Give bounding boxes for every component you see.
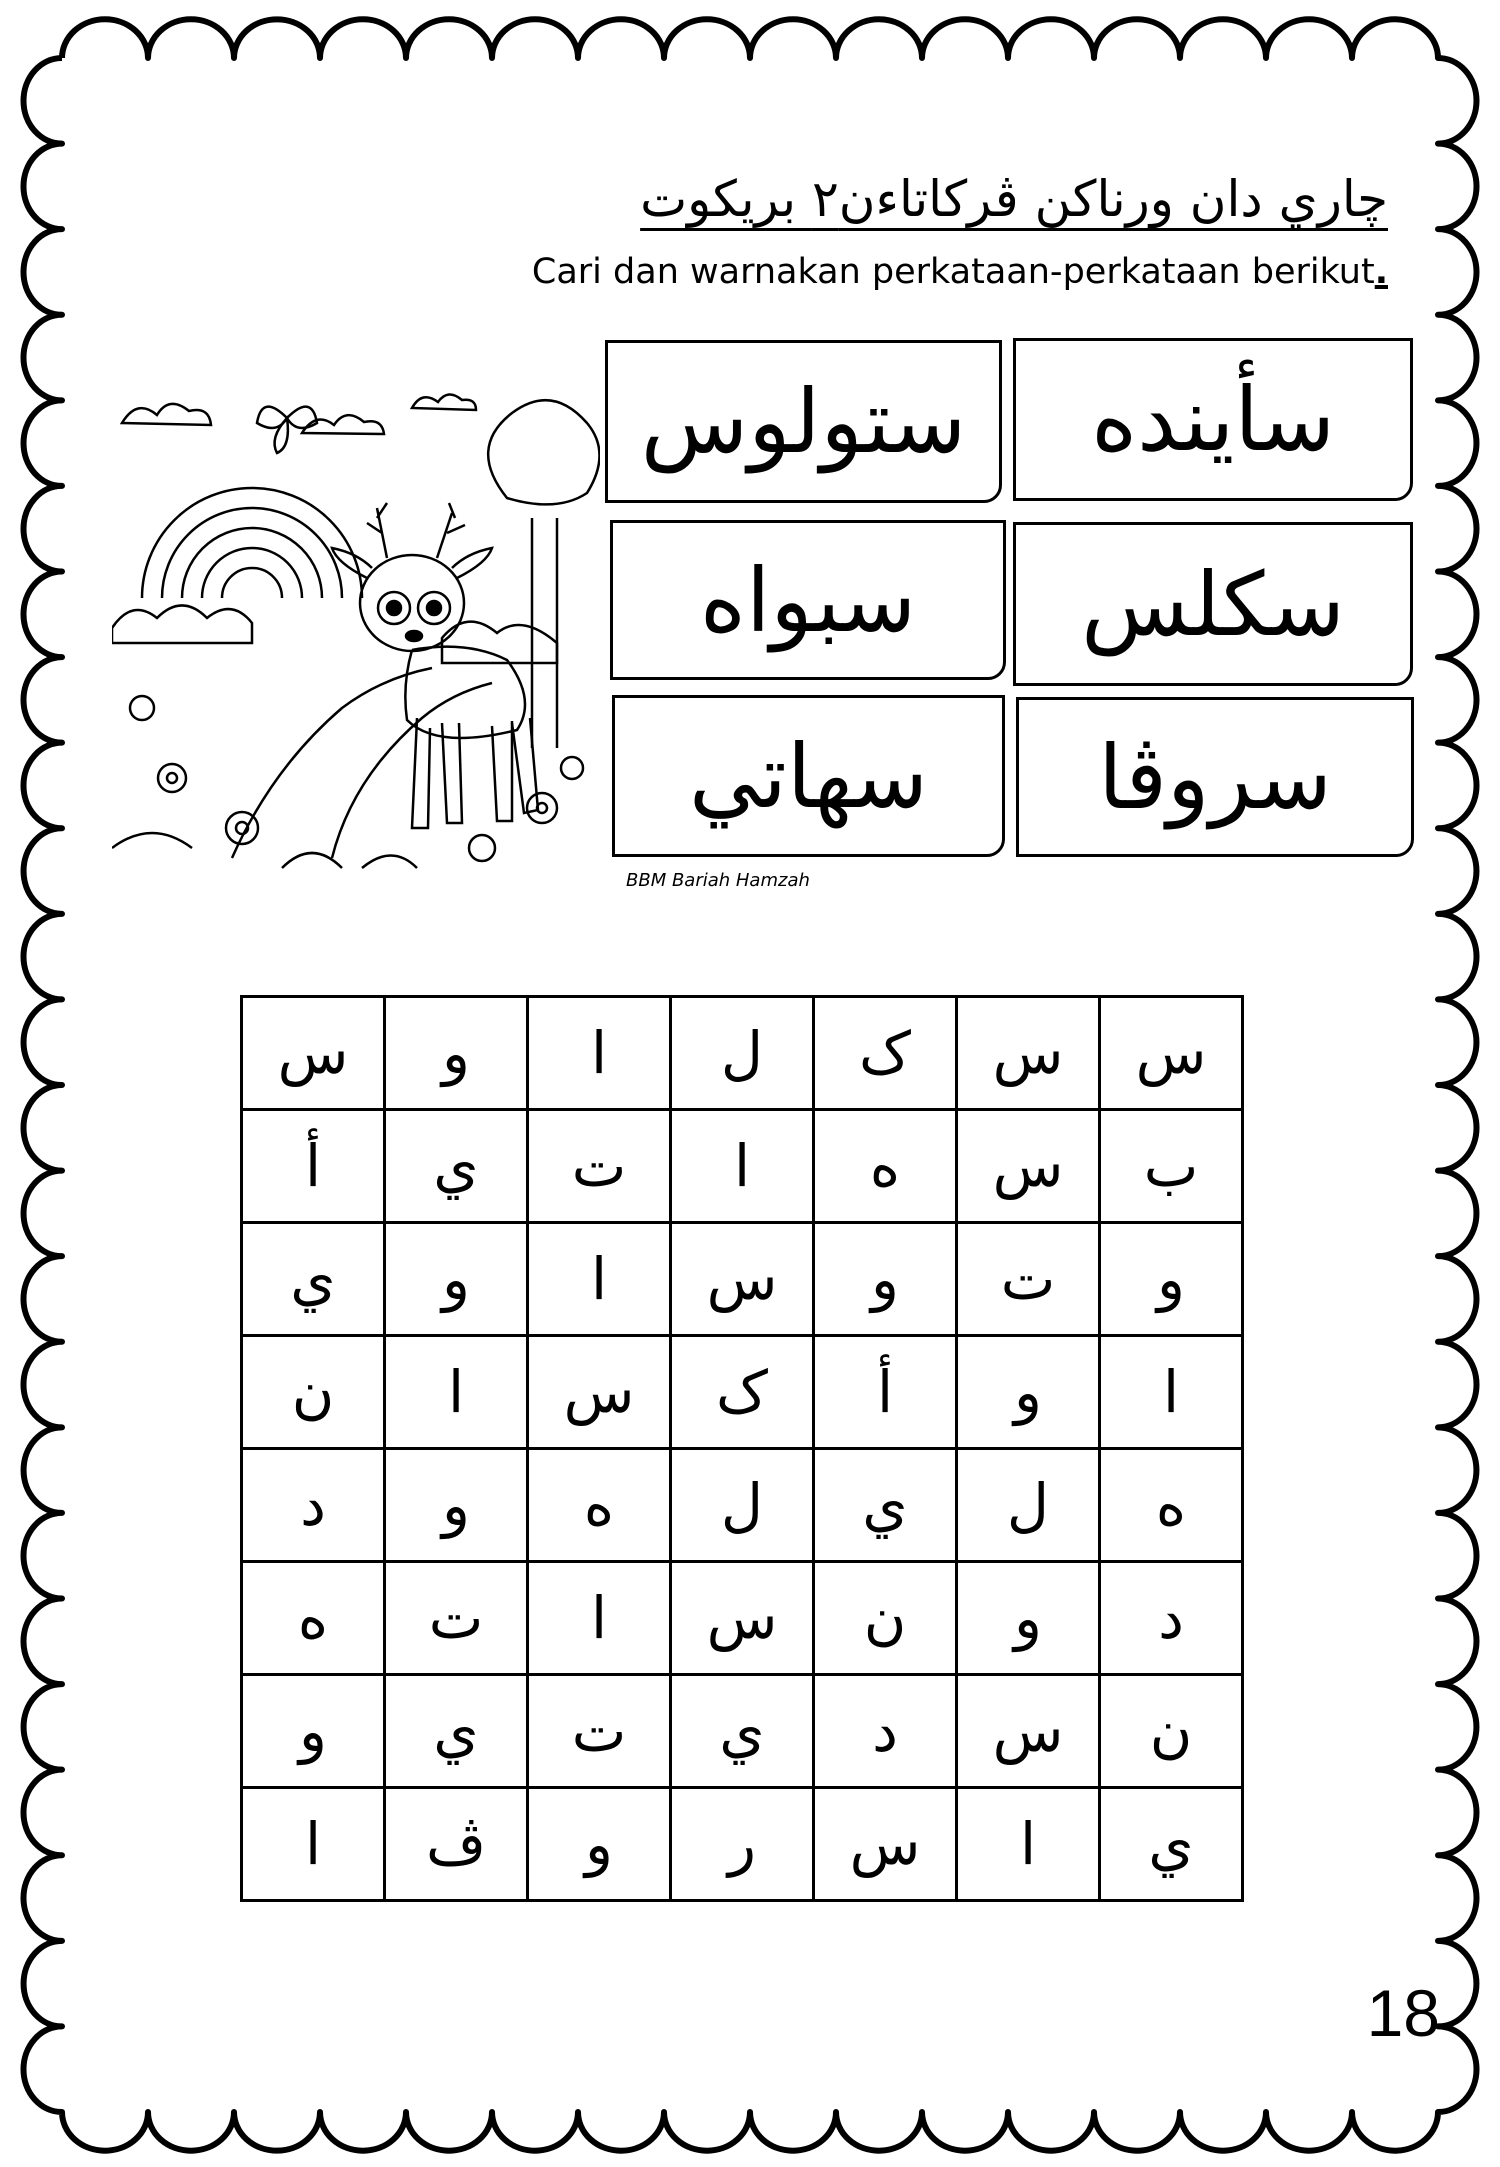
- grid-cell[interactable]: و: [385, 997, 528, 1110]
- grid-cell[interactable]: ن: [1100, 1675, 1243, 1788]
- grid-cell[interactable]: ن: [242, 1336, 385, 1449]
- grid-cell[interactable]: س: [814, 1788, 957, 1901]
- grid-cell[interactable]: ب: [1100, 1110, 1243, 1223]
- grid-cell[interactable]: و: [528, 1788, 671, 1901]
- grid-cell[interactable]: ا: [528, 1223, 671, 1336]
- grid-cell[interactable]: و: [957, 1562, 1100, 1675]
- grid-cell[interactable]: س: [671, 1562, 814, 1675]
- grid-cell[interactable]: ا: [242, 1788, 385, 1901]
- word-card: [1013, 338, 1413, 501]
- grid-row: [242, 1675, 1243, 1788]
- grid-cell[interactable]: ک: [814, 997, 957, 1110]
- grid-cell[interactable]: و: [385, 1223, 528, 1336]
- word-card: [612, 695, 1005, 857]
- word-card-text: سروڤا: [1098, 725, 1332, 829]
- grid-cell[interactable]: ل: [671, 997, 814, 1110]
- grid-cell[interactable]: أ: [242, 1110, 385, 1223]
- word-card: [1016, 697, 1414, 857]
- grid-cell[interactable]: ي: [1100, 1788, 1243, 1901]
- instruction-body: Cari dan warnakan perkataan-perkataan berikut: [531, 252, 1375, 292]
- grid-cell[interactable]: ي: [814, 1449, 957, 1562]
- grid-cell[interactable]: ک: [671, 1336, 814, 1449]
- word-search-grid: [240, 995, 1244, 1902]
- grid-cell[interactable]: س: [528, 1336, 671, 1449]
- grid-cell[interactable]: س: [957, 1675, 1100, 1788]
- grid-cell[interactable]: س: [957, 1110, 1100, 1223]
- page-number: 18: [1366, 1976, 1440, 2050]
- grid-cell[interactable]: س: [1100, 997, 1243, 1110]
- grid-cell[interactable]: ل: [671, 1449, 814, 1562]
- grid-cell[interactable]: ڤ: [385, 1788, 528, 1901]
- grid-cell[interactable]: د: [814, 1675, 957, 1788]
- deer-garden-illustration: [112, 378, 600, 870]
- grid-cell[interactable]: ت: [528, 1110, 671, 1223]
- grid-cell[interactable]: د: [1100, 1562, 1243, 1675]
- grid-row: [242, 1110, 1243, 1223]
- grid-cell[interactable]: ا: [528, 997, 671, 1110]
- word-card-text: سأينده: [1091, 368, 1335, 471]
- grid-cell[interactable]: و: [814, 1223, 957, 1336]
- grid-cell[interactable]: س: [671, 1223, 814, 1336]
- grid-cell[interactable]: ه: [528, 1449, 671, 1562]
- word-card-text: ستولوس: [640, 370, 967, 473]
- word-card: [1013, 522, 1413, 686]
- grid-cell[interactable]: ه: [814, 1110, 957, 1223]
- grid-cell[interactable]: ن: [814, 1562, 957, 1675]
- grid-cell[interactable]: أ: [814, 1336, 957, 1449]
- grid-cell[interactable]: ل: [957, 1449, 1100, 1562]
- instruction-text: [532, 252, 1388, 292]
- page-title: چاري دان ورناکن ڤرکاتاءن٢ بريکوت: [640, 170, 1388, 228]
- word-card: [605, 340, 1002, 503]
- word-card-text: سبواه: [699, 548, 917, 652]
- grid-row: [242, 1223, 1243, 1336]
- word-card: [610, 520, 1006, 680]
- word-card-text: سکلس: [1081, 552, 1345, 656]
- illustration-credit: BBM Bariah Hamzah: [626, 870, 810, 891]
- grid-cell[interactable]: ي: [242, 1223, 385, 1336]
- grid-cell[interactable]: د: [242, 1449, 385, 1562]
- grid-cell[interactable]: ت: [385, 1562, 528, 1675]
- grid-cell[interactable]: ا: [1100, 1336, 1243, 1449]
- grid-row: [242, 1788, 1243, 1901]
- grid-cell[interactable]: ه: [242, 1562, 385, 1675]
- grid-row: [242, 997, 1243, 1110]
- grid-row: [242, 1562, 1243, 1675]
- grid-cell[interactable]: ا: [957, 1788, 1100, 1901]
- grid-cell[interactable]: ي: [385, 1675, 528, 1788]
- grid-cell[interactable]: و: [1100, 1223, 1243, 1336]
- grid-cell[interactable]: ر: [671, 1788, 814, 1901]
- grid-cell[interactable]: و: [242, 1675, 385, 1788]
- grid-cell[interactable]: س: [242, 997, 385, 1110]
- grid-cell[interactable]: ه: [1100, 1449, 1243, 1562]
- grid-cell[interactable]: ي: [385, 1110, 528, 1223]
- grid-row: [242, 1336, 1243, 1449]
- grid-cell[interactable]: ا: [385, 1336, 528, 1449]
- grid-cell[interactable]: ت: [957, 1223, 1100, 1336]
- grid-row: [242, 1449, 1243, 1562]
- instruction-period: .: [1374, 252, 1388, 292]
- grid-cell[interactable]: و: [957, 1336, 1100, 1449]
- grid-cell[interactable]: س: [957, 997, 1100, 1110]
- grid-cell[interactable]: و: [385, 1449, 528, 1562]
- word-card-text: سهاتي: [689, 724, 928, 828]
- grid-cell[interactable]: ي: [671, 1675, 814, 1788]
- grid-cell[interactable]: ت: [528, 1675, 671, 1788]
- grid-cell[interactable]: ا: [671, 1110, 814, 1223]
- grid-cell[interactable]: ا: [528, 1562, 671, 1675]
